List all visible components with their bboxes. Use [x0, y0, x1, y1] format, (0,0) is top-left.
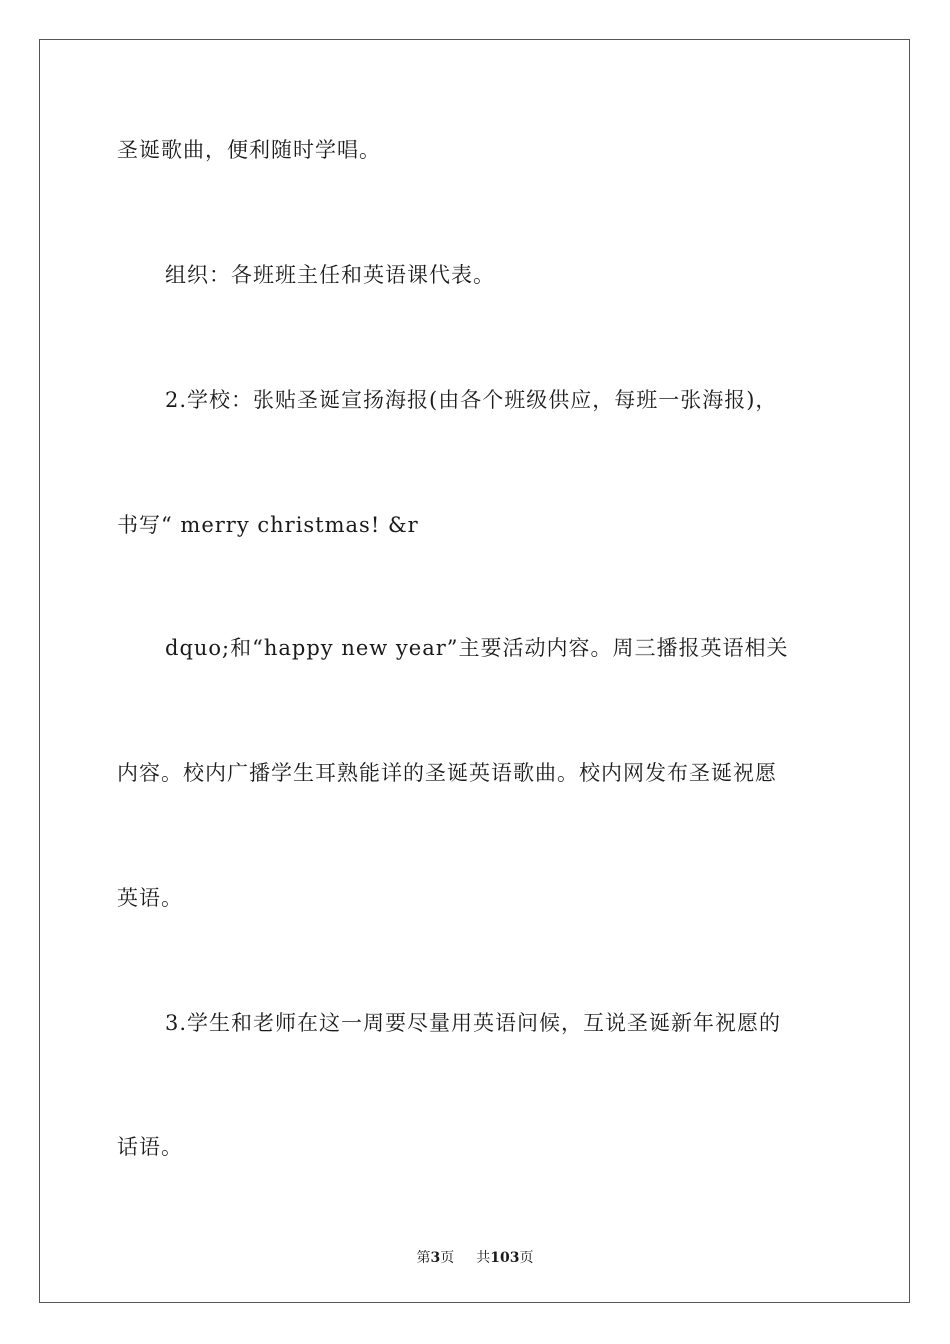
body-text-line: dquo;和“happy new year”主要活动内容。周三播报英语相关 — [165, 636, 789, 660]
body-text-line: 圣诞歌曲，便利随时学唱。 — [117, 138, 381, 162]
body-text-line: 内容。校内广播学生耳熟能详的圣诞英语歌曲。校内网发布圣诞祝愿 — [117, 761, 777, 785]
page-number: 3 — [430, 1250, 441, 1266]
body-text-line: 组织：各班班主任和英语课代表。 — [165, 263, 495, 287]
body-text-line: 话语。 — [117, 1135, 183, 1159]
page-suffix: 页 — [440, 1250, 455, 1266]
body-text-line: 3.学生和老师在这一周要尽量用英语问候，互说圣诞新年祝愿的 — [165, 1011, 782, 1035]
page-footer — [0, 1249, 950, 1267]
total-suffix: 页 — [519, 1250, 534, 1266]
body-text-line: 英语。 — [117, 886, 183, 910]
page-prefix: 第 — [416, 1250, 431, 1266]
total-pages: 103 — [490, 1250, 520, 1266]
total-prefix: 共 — [476, 1250, 491, 1266]
page-border — [39, 39, 910, 1303]
body-text-line: 书写“ merry christmas! &r — [117, 513, 419, 537]
body-text-line: 2.学校：张贴圣诞宣扬海报(由各个班级供应，每班一张海报)， — [165, 388, 778, 412]
